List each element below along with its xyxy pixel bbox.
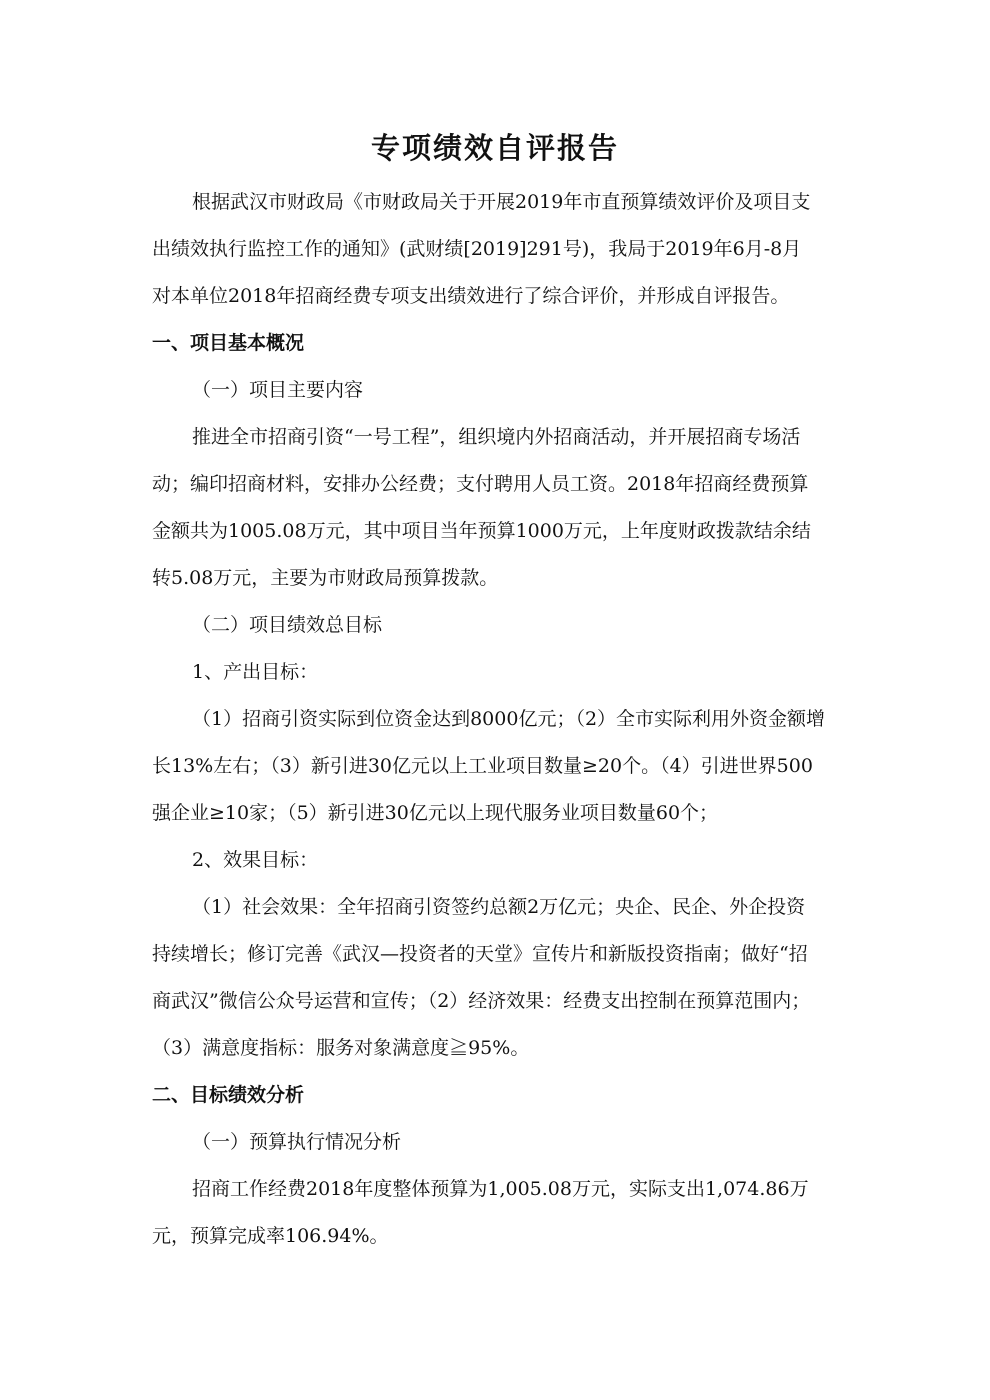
body-line: 转5.08万元，主要为市财政局预算拨款。	[152, 567, 499, 589]
body-line: 推进全市招商引资“一号工程”，组织境内外招商活动，并开展招商专场活	[192, 426, 801, 448]
list-heading: 2、效果目标：	[192, 849, 319, 871]
list-heading: 1、产出目标：	[192, 661, 319, 683]
body-line: 长13%左右；（3）新引进30亿元以上工业项目数量≥20个。（4）引进世界500	[152, 755, 813, 777]
body-line: 商武汉”微信公众号运营和宣传；（2）经济效果：经费支出控制在预算范围内；	[152, 990, 811, 1012]
body-line: 对本单位2018年招商经费专项支出绩效进行了综合评价，并形成自评报告。	[152, 285, 790, 307]
body-line: 动；编印招商材料，安排办公经费；支付聘用人员工资。2018年招商经费预算	[152, 473, 809, 495]
body-line: 元，预算完成率106.94%。	[152, 1225, 389, 1247]
document-title: 专项绩效自评报告	[370, 131, 619, 165]
section-heading: 二、目标绩效分析	[152, 1084, 305, 1106]
body-line: （1）社会效果：全年招商引资签约总额2万亿元；央企、民企、外企投资	[192, 896, 806, 918]
subsection-heading: （一）项目主要内容	[192, 379, 364, 401]
body-line: 持续增长；修订完善《武汉—投资者的天堂》宣传片和新版投资指南；做好“招	[152, 943, 808, 965]
section-heading: 一、项目基本概况	[152, 332, 305, 354]
body-line: （3）满意度指标：服务对象满意度≧95%。	[152, 1037, 530, 1059]
body-line: 招商工作经费2018年度整体预算为1,005.08万元，实际支出1,074.86万	[192, 1178, 809, 1200]
subsection-heading: （一）预算执行情况分析	[192, 1131, 402, 1153]
subsection-heading: （二）项目绩效总目标	[192, 614, 383, 636]
body-line: 出绩效执行监控工作的通知》(武财绩[2019]291号)，我局于2019年6月-8月	[152, 238, 802, 260]
body-line: 根据武汉市财政局《市财政局关于开展2019年市直预算绩效评价及项目支	[192, 191, 811, 213]
body-line: 金额共为1005.08万元，其中项目当年预算1000万元，上年度财政拨款结余结	[152, 520, 811, 542]
body-line: 强企业≥10家；（5）新引进30亿元以上现代服务业项目数量60个；	[152, 802, 719, 824]
body-line: （1）招商引资实际到位资金达到8000亿元；（2）全市实际利用外资金额增	[192, 708, 826, 730]
